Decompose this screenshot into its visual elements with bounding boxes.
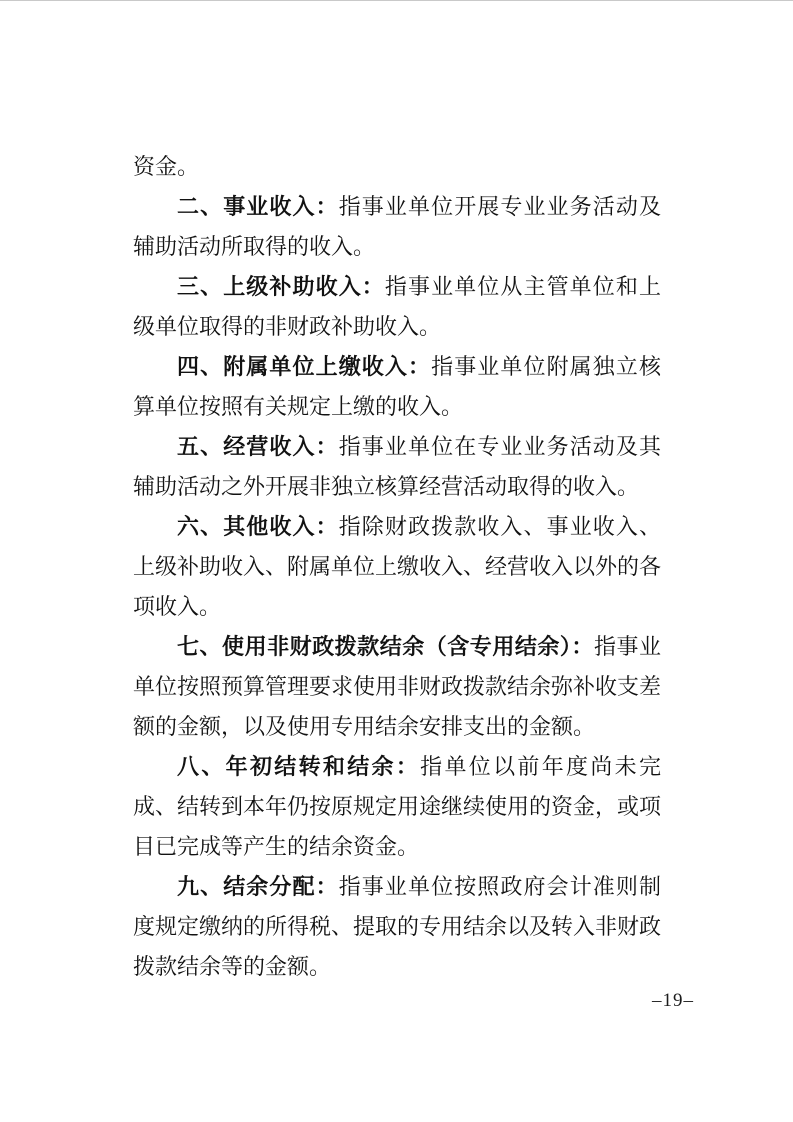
page-number: –19– — [652, 990, 694, 1011]
paragraph — [133, 147, 661, 187]
document-body — [133, 147, 661, 987]
paragraph-lead: 六、其他收入： — [177, 514, 339, 539]
paragraph-body: 指事业单位在专业业务活动及其辅助活动之外开展非独立核算经营活动取得的收入。 — [133, 434, 661, 499]
paragraph-body: 资金。 — [133, 154, 200, 179]
paragraph-body: 指单位以前年度尚未完成、结转到本年仍按原规定用途继续使用的资金，或项目已完成等产生的结余资金。 — [133, 754, 662, 859]
paragraph-lead: 三、上级补助收入： — [177, 274, 385, 299]
paragraph — [133, 747, 661, 867]
paragraph — [133, 427, 661, 507]
paragraph-lead: 八、年初结转和结余： — [177, 754, 421, 779]
paragraph — [133, 267, 661, 347]
paragraph — [133, 507, 661, 627]
paragraph-body: 指事业单位附属独立核算单位按照有关规定上缴的收入。 — [133, 354, 661, 419]
paragraph-lead: 四、附属单位上缴收入： — [177, 354, 432, 379]
paragraph-body: 指事业单位按照预算管理要求使用非财政拨款结余弥补收支差额的金额，以及使用专用结余安排支出的金额。 — [133, 634, 662, 739]
paragraph-lead: 二、事业收入： — [177, 194, 339, 219]
paragraph-body: 指除财政拨款收入、事业收入、上级补助收入、附属单位上缴收入、经营收入以外的各项收入。 — [133, 514, 662, 619]
paragraph-lead: 九、结余分配： — [177, 874, 339, 899]
paragraph-body: 指事业单位从主管单位和上级单位取得的非财政补助收入。 — [133, 274, 661, 339]
paragraph — [133, 347, 661, 427]
paragraph-body: 指事业单位开展专业业务活动及辅助活动所取得的收入。 — [133, 194, 661, 259]
paragraph — [133, 627, 661, 747]
paragraph-lead: 七、使用非财政拨款结余（含专用结余）： — [177, 634, 594, 659]
paragraph-body: 指事业单位按照政府会计准则制度规定缴纳的所得税、提取的专用结余以及转入非财政拨款结余等的金额。 — [133, 874, 662, 979]
paragraph — [133, 187, 661, 267]
paragraph-lead: 五、经营收入： — [177, 434, 339, 459]
paragraph — [133, 867, 661, 987]
